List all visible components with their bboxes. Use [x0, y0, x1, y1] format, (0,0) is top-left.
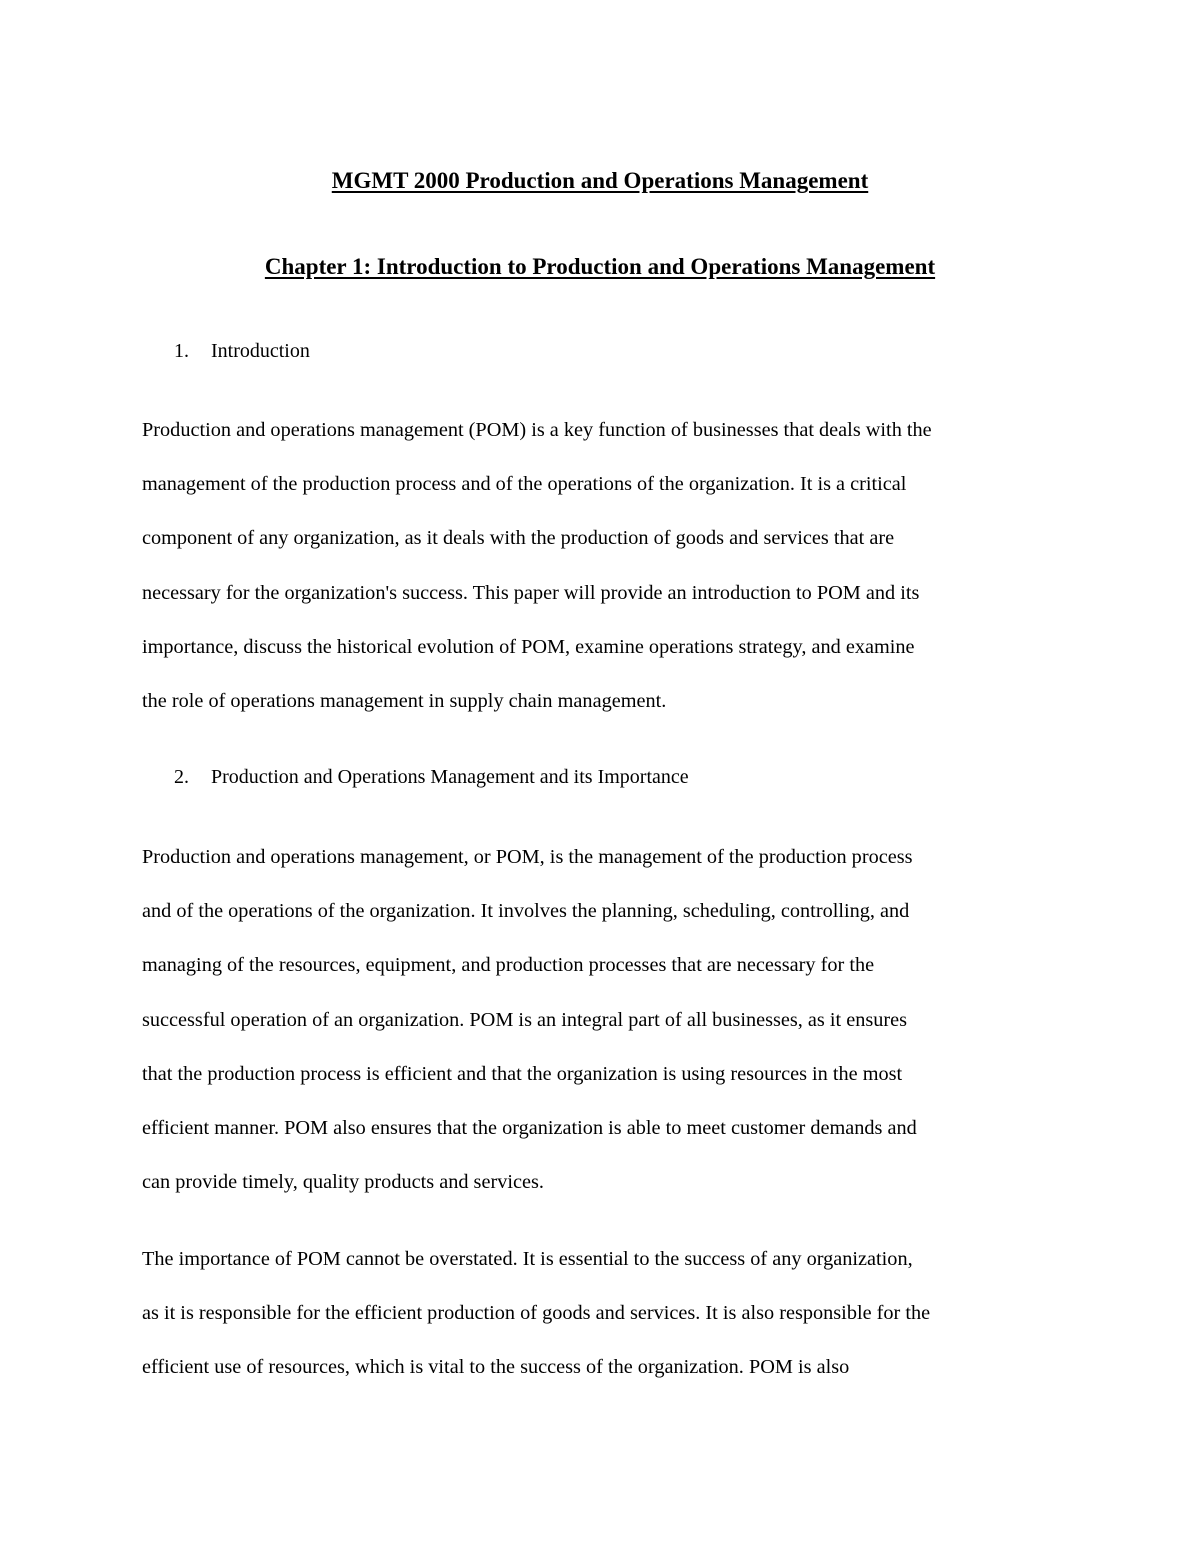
- paragraph-line: The importance of POM cannot be overstated. It is essential to the success of any organization,: [142, 1248, 913, 1270]
- document-title: MGMT 2000 Production and Operations Management: [331, 168, 869, 193]
- chapter-title: Chapter 1: Introduction to Production and Operations Management: [264, 254, 936, 279]
- paragraph-line: that the production process is efficient and that the organization is using resources in the most: [142, 1062, 903, 1085]
- section-number: 2.: [174, 766, 189, 788]
- paragraph-line: efficient manner. POM also ensures that the organization is able to meet customer demands and: [142, 1117, 917, 1140]
- section-heading-text: Production and Operations Management and its Importance: [211, 766, 689, 788]
- paragraph-introduction: [142, 403, 1072, 728]
- section-heading-introduction: [174, 340, 310, 363]
- paragraph-line: efficient use of resources, which is vital to the success of the organization. POM is also: [142, 1356, 850, 1379]
- paragraph-line: as it is responsible for the efficient production of goods and services. It is also responsible for the: [142, 1302, 931, 1325]
- paragraph-line: successful operation of an organization. POM is an integral part of all businesses, as it ensures: [142, 1008, 908, 1031]
- section-heading-text: Introduction: [211, 340, 310, 362]
- paragraph-line: Production and operations management, or POM, is the management of the production process: [142, 846, 913, 868]
- paragraph-line: importance, discuss the historical evolution of POM, examine operations strategy, and examine: [142, 635, 915, 658]
- paragraph-line: necessary for the organization's success. This paper will provide an introduction to POM and its: [142, 581, 920, 604]
- paragraph-pom-importance: [142, 1232, 1072, 1395]
- section-number: 1.: [174, 340, 189, 362]
- paragraph-line: Production and operations management (POM) is a key function of businesses that deals with the: [142, 419, 932, 441]
- paragraph-line: and of the operations of the organization. It involves the planning, scheduling, controlling, and: [142, 900, 910, 923]
- paragraph-line: can provide timely, quality products and services.: [142, 1171, 544, 1194]
- section-heading-pom-importance: [174, 766, 689, 789]
- paragraph-line: managing of the resources, equipment, and production processes that are necessary for the: [142, 954, 875, 977]
- paragraph-pom-definition: [142, 830, 1072, 1209]
- paragraph-line: component of any organization, as it deals with the production of goods and services that are: [142, 527, 895, 550]
- paragraph-line: management of the production process and of the operations of the organization. It is a critical: [142, 473, 907, 496]
- paragraph-line: the role of operations management in supply chain management.: [142, 690, 667, 713]
